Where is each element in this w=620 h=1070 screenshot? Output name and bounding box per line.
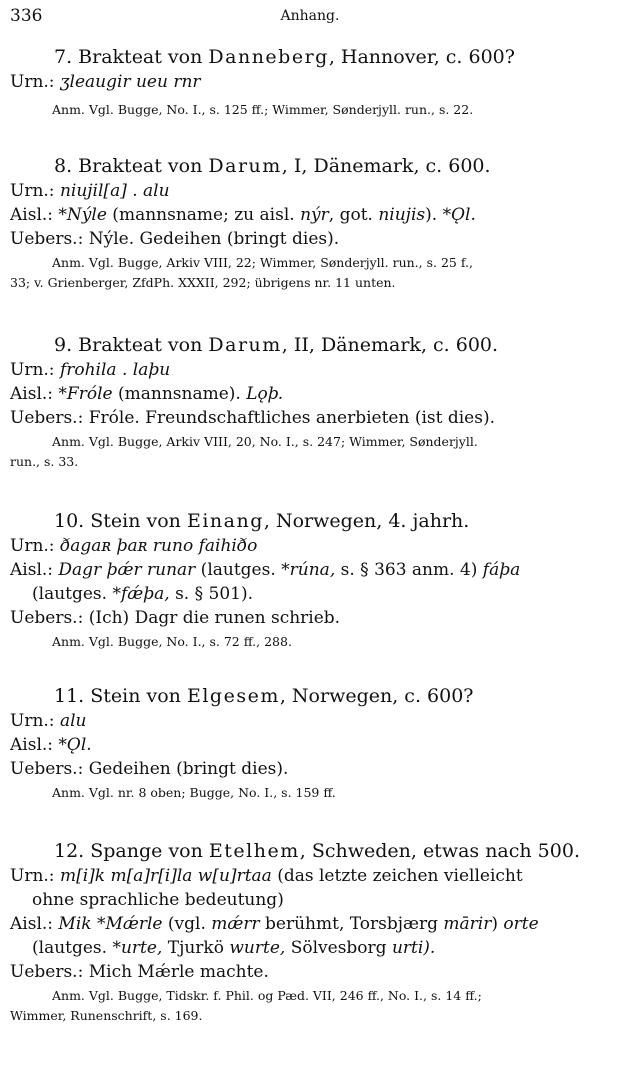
uebers-line: Uebers.: Fróle. Freundschaftliches anerbieten (ist dies).	[10, 408, 495, 428]
annotation: Anm. Vgl. nr. 8 oben; Bugge, No. I., s. 159 ff.	[52, 785, 336, 800]
entry-12	[10, 838, 610, 1026]
annotation: Anm. Vgl. Bugge, No. I., s. 72 ff., 288.	[52, 634, 292, 649]
entry-title: 11. Stein von Elgesem, Norwegen, c. 600?	[54, 685, 474, 707]
urn-line: Urn.: ʒleaugir ueu rnr	[10, 72, 201, 92]
entry-8	[10, 153, 610, 293]
uebers-line: Uebers.: Mich Mǽrle machte.	[10, 962, 269, 982]
urn-line: Urn.: niujil[a] . alu	[10, 181, 170, 201]
aisl-line-cont: (lautges. *urte, Tjurkö wurte, Sölvesborg urti).	[32, 938, 436, 958]
uebers-line: Uebers.: (Ich) Dagr die runen schrieb.	[10, 608, 341, 628]
entry-title: 10. Stein von Einang, Norwegen, 4. jahrh.	[54, 510, 470, 532]
aisl-line: Aisl.: *Nýle (mannsname; zu aisl. nýr, got. niujis). *Ǫl.	[10, 205, 476, 225]
urn-line: Urn.: alu	[10, 711, 87, 731]
aisl-line-cont: (lautges. *fǽþa, s. § 501).	[32, 584, 253, 604]
entry-10	[10, 508, 610, 652]
entry-title: 7. Brakteat von Danneberg, Hannover, c. 600?	[54, 46, 515, 68]
annotation: Anm. Vgl. Bugge, Arkiv VIII, 22; Wimmer, Sønderjyll. run., s. 25 f.,	[52, 255, 473, 270]
entry-title: 12. Spange von Etelhem, Schweden, etwas nach 500.	[54, 840, 580, 862]
urn-line: Urn.: ðagaʀ þaʀ runo faihiðo	[10, 536, 258, 556]
entry-9	[10, 332, 610, 472]
entry-title: 9. Brakteat von Darum, II, Dänemark, c. 600.	[54, 334, 499, 356]
running-title: Anhang.	[280, 8, 340, 24]
urn-line: Urn.: frohila . laþu	[10, 360, 171, 380]
annotation-cont: 33; v. Grienberger, ZfdPh. XXXII, 292; übrigens nr. 11 unten.	[10, 275, 396, 290]
page-number: 336	[10, 6, 43, 26]
aisl-line: Aisl.: Mik *Mǽrle (vgl. mǽrr berühmt, Torsbjærg mārir) orte	[10, 914, 539, 934]
uebers-line: Uebers.: Gedeihen (bringt dies).	[10, 759, 289, 779]
annotation-cont: Wimmer, Runenschrift, s. 169.	[10, 1008, 203, 1023]
annotation: Anm. Vgl. Bugge, Arkiv VIII, 20, No. I., s. 247; Wimmer, Sønderjyll.	[52, 434, 478, 449]
aisl-line: Aisl.: Dagr þǽr runar (lautges. *rúna, s. § 363 anm. 4) fáþa	[10, 560, 521, 580]
urn-line: Urn.: m[i]k m[a]r[i]la w[u]rtaa (das letzte zeichen vielleicht	[10, 866, 523, 886]
aisl-line: Aisl.: *Fróle (mannsname). Lǫþ.	[10, 384, 284, 404]
annotation-cont: run., s. 33.	[10, 454, 79, 469]
urn-line-cont: ohne sprachliche bedeutung)	[32, 890, 284, 910]
annotation: Anm. Vgl. Bugge, Tidskr. f. Phil. og Pæd. VII, 246 ff., No. I., s. 14 ff.;	[52, 988, 482, 1003]
entry-7	[10, 44, 610, 120]
annotation: Anm. Vgl. Bugge, No. I., s. 125 ff.; Wimmer, Sønderjyll. run., s. 22.	[52, 102, 474, 117]
aisl-line: Aisl.: *Ǫl.	[10, 735, 92, 755]
entry-11	[10, 683, 610, 803]
page-header	[10, 6, 610, 30]
entry-title: 8. Brakteat von Darum, I, Dänemark, c. 600.	[54, 155, 491, 177]
uebers-line: Uebers.: Nýle. Gedeihen (bringt dies).	[10, 229, 340, 249]
